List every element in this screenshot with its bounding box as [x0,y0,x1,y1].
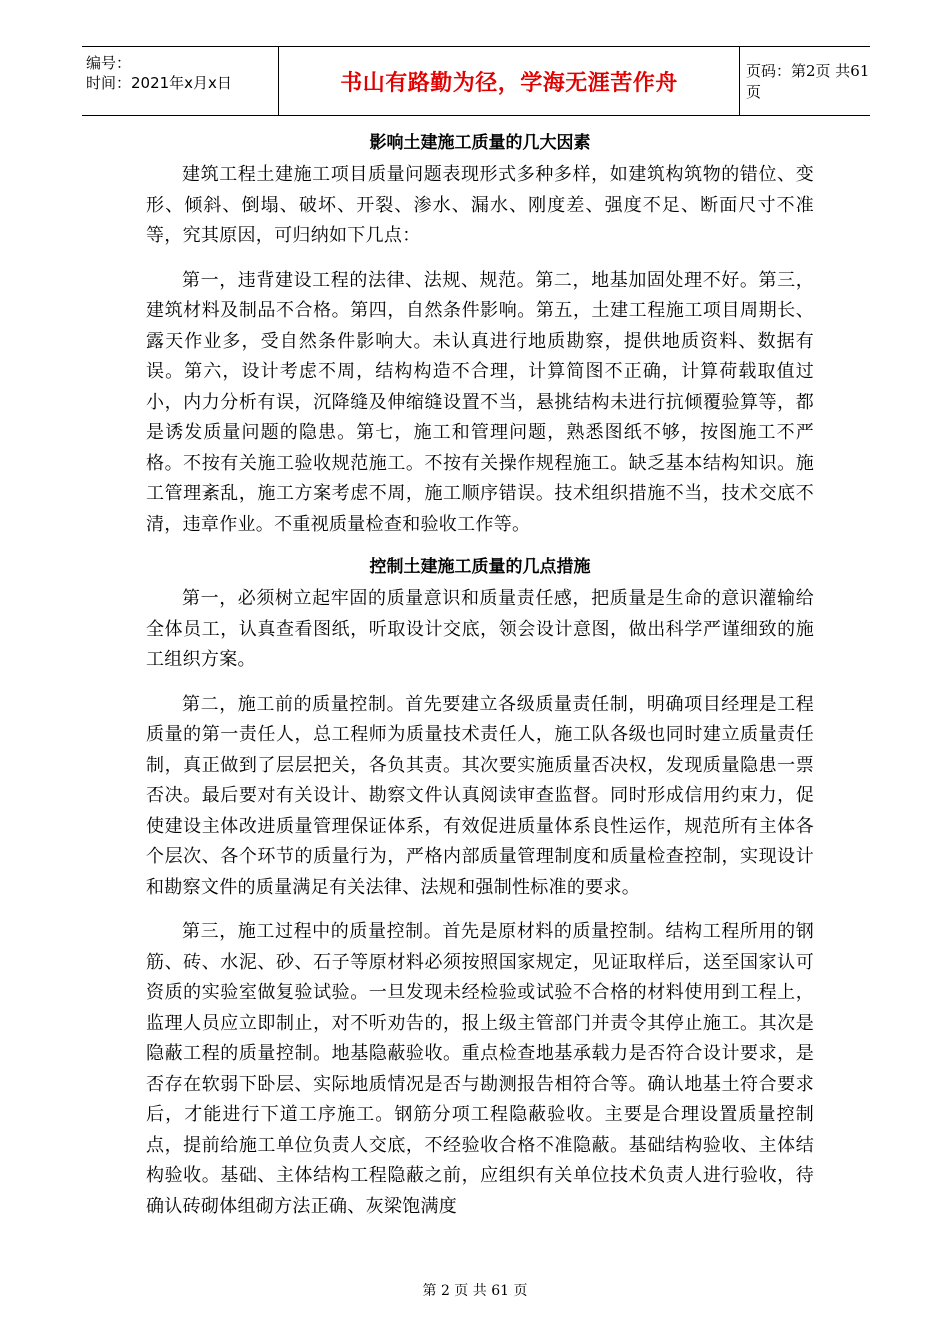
section-heading: 影响土建施工质量的几大因素 [369,133,591,153]
paragraph: 第一，违背建设工程的法律、法规、规范。第二，地基加固处理不好。第三，建筑材料及制品不合格。第四，自然条件影响。第五，土建工程施工项目周期长、露天作业多，受自然条件影响大。未认真进行地质勘察，提供地质资料、数据有误。第六，设计考虑不周，结构构造不合理，计算简图不正确，计算荷载取值过小，内力分析有误，沉降缝及伸缩缝设置不当，悬挑结构未进行抗倾覆验算等，都是诱发质量问题的隐患。第七，施工和管理问题，熟悉图纸不够，按图施工不严格。不按有关施工验收规范施工。不按有关操作规程施工。缺乏基本结构知识。施工管理紊乱，施工方案考虑不周，施工顺序错误。技术组织措施不当，技术交底不清，违章作业。不重视质量检查和验收工作等。 [146,269,814,535]
paragraph: 第三，施工过程中的质量控制。首先是原材料的质量控制。结构工程所用的钢筋、砖、水泥、砂、石子等原材料必须按照国家规定，见证取样后，送至国家认可资质的实验室做复验试验。一旦发现未经检验或试验不合格的材料使用到工程上，监理人员应立即制止，对不听劝告的，报上级主管部门并责令其停止施工。其次是隐蔽工程的质量控制。地基隐蔽验收。重点检查地基承载力是否符合设计要求，是否存在软弱下卧层、实际地质情况是否与勘测报告相符合等。确认地基土符合要求后，才能进行下道工序施工。钢筋分项工程隐蔽验收。主要是合理设置质量控制点，提前给施工单位负责人交底，不经验收合格不准隐蔽。基础结构验收、主体结构验收。基础、主体结构工程隐蔽之前，应组织有关单位技术负责人进行验收，待确认砖砌体组砌方法正确、灰梁饱满度 [146,921,814,1217]
header-motto: 书山有路勤为径，学海无涯苦作舟 [340,70,678,96]
page-footer: 第 2 页 共 61 页 [422,1283,528,1299]
document-body [146,126,814,1222]
section-heading: 控制土建施工质量的几点措施 [369,557,591,577]
paragraph: 第二，施工前的质量控制。首先要建立各级质量责任制，明确项目经理是工程质量的第一责任人，总工程师为质量技术责任人，施工队各级也同时建立质量责任制，真正做到了层层把关，各负其责。其次要实施质量否决权，发现质量隐患一票否决。最后要对有关设计、勘察文件认真阅读审查监督。同时形成信用约束力，促使建设主体改进质量管理保证体系，有效促进质量体系良性运作，规范所有主体各个层次、各个环节的质量行为，严格内部质量管理制度和质量检查控制，实现设计和勘察文件的质量满足有关法律、法规和强制性标准的要求。 [146,693,814,898]
paragraph: 建筑工程土建施工项目质量问题表现形式多种多样，如建筑构筑物的错位、变形、倾斜、倒塌、破坏、开裂、渗水、漏水、刚度差、强度不足、断面尺寸不准等，究其原因，可归纳如下几点： [146,164,814,246]
header-page-label: 页码：第2页 共61页 [746,62,870,101]
header-page-cell [740,47,870,115]
header-info-cell [82,47,279,115]
document-number-label: 编号： [86,54,132,72]
header-motto-cell [279,47,740,115]
document-time-label: 时间：2021年x月x日 [86,74,232,92]
paragraph: 第一，必须树立起牢固的质量意识和质量责任感，把质量是生命的意识灌输给全体员工，认真查看图纸，听取设计交底，领会设计意图，做出科学严谨细致的施工组织方案。 [146,588,814,670]
document-header [82,46,870,116]
